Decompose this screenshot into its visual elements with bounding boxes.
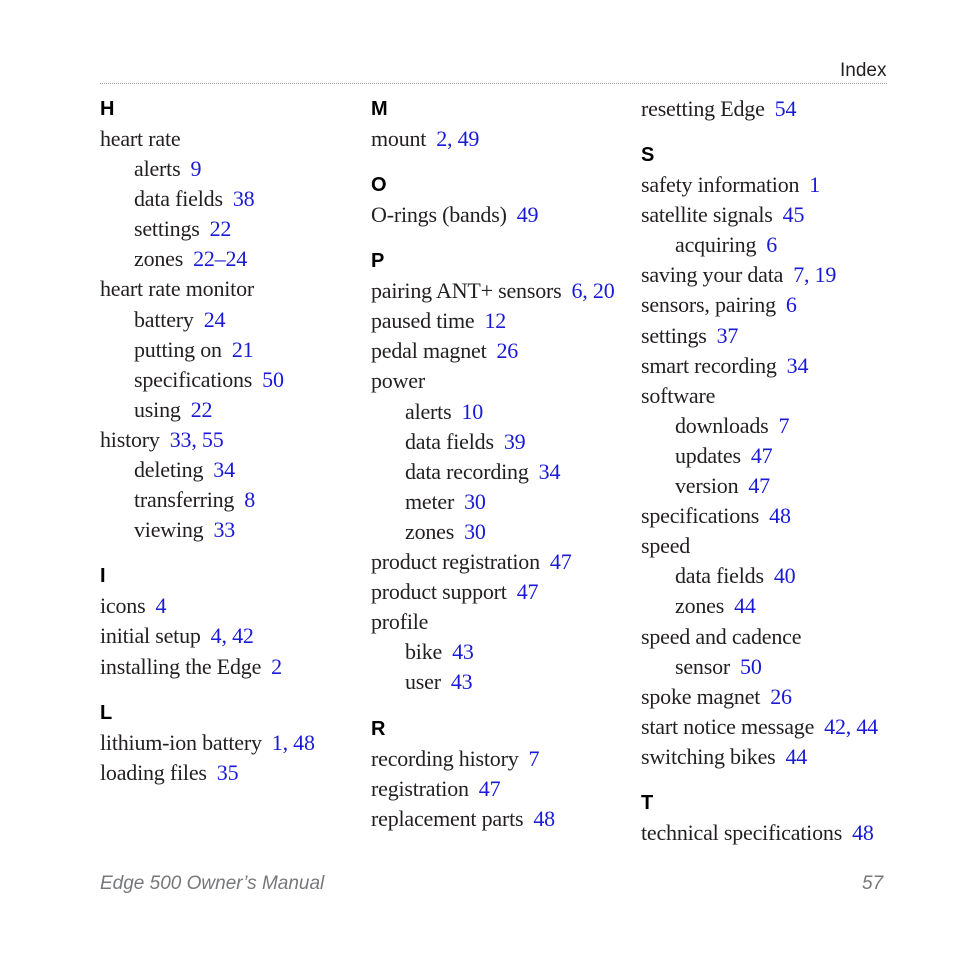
index-subentry — [371, 667, 633, 697]
index-term: data fields — [675, 563, 764, 589]
index-entry — [641, 94, 903, 124]
index-subentry — [100, 154, 362, 184]
page-reference-link[interactable]: 7, 19 — [793, 262, 837, 288]
index-term: data fields — [405, 428, 494, 454]
index-entry — [641, 531, 903, 561]
page-reference-link[interactable]: 47 — [748, 473, 770, 499]
page-reference-link[interactable]: 43 — [450, 669, 473, 695]
index-term: smart recording — [641, 352, 777, 378]
index-subentry — [100, 214, 362, 244]
section-spacer — [371, 154, 633, 170]
index-entry — [641, 682, 903, 712]
index-letter-heading: H — [100, 98, 115, 120]
index-term: satellite signals — [641, 202, 773, 228]
page-reference-link[interactable]: 2 — [271, 653, 282, 679]
index-term: alerts — [405, 398, 452, 424]
page-reference-link[interactable]: 9 — [190, 156, 202, 182]
page-reference-link[interactable]: 26 — [770, 683, 792, 709]
index-term: user — [405, 669, 441, 695]
page-reference-link[interactable]: 33, 55 — [169, 426, 224, 452]
index-term: viewing — [134, 517, 204, 543]
page-reference-link[interactable]: 2, 49 — [436, 126, 480, 151]
index-subentry — [371, 457, 633, 487]
index-subentry — [100, 365, 362, 395]
index-entry — [371, 774, 633, 804]
page-reference-link[interactable]: 45 — [782, 202, 805, 228]
index-term: lithium-ion battery — [100, 729, 262, 755]
index-entry — [641, 622, 903, 652]
index-term: using — [134, 396, 181, 422]
page-reference-link[interactable]: 47 — [516, 579, 539, 605]
page-reference-link[interactable]: 40 — [773, 563, 796, 589]
index-term: meter — [405, 488, 455, 514]
index-subentry — [641, 230, 903, 260]
page-reference-link[interactable]: 26 — [496, 338, 519, 364]
index-entry — [371, 804, 633, 834]
page-reference-link[interactable]: 22 — [190, 396, 213, 422]
index-subentry — [100, 485, 362, 515]
index-entry — [371, 577, 633, 607]
header-divider — [100, 83, 887, 84]
page-reference-link[interactable]: 50 — [262, 366, 284, 392]
index-entry — [100, 728, 362, 758]
page-reference-link[interactable]: 49 — [516, 202, 539, 228]
page-reference-link[interactable]: 30 — [464, 488, 486, 514]
index-term: settings — [134, 216, 200, 242]
index-subentry — [100, 515, 362, 545]
page-reference-link[interactable]: 48 — [852, 819, 874, 845]
index-entry — [371, 366, 633, 396]
index-term: downloads — [675, 412, 769, 438]
index-entry — [371, 744, 633, 774]
page-reference-link[interactable]: 4 — [155, 593, 167, 619]
index-subentry — [100, 305, 362, 335]
index-entry — [371, 276, 633, 306]
page-reference-link[interactable]: 1 — [809, 172, 821, 198]
index-term: bike — [405, 639, 443, 665]
index-entry — [641, 501, 903, 531]
index-term: deleting — [134, 457, 204, 483]
section-spacer — [641, 124, 903, 140]
index-entry — [371, 200, 633, 230]
page-reference-link[interactable]: 44 — [734, 593, 756, 619]
index-entry — [641, 260, 903, 290]
index-subentry — [641, 471, 903, 501]
index-term: zones — [134, 246, 184, 272]
index-term: sensors, pairing — [641, 292, 776, 318]
index-letter-heading: S — [641, 144, 655, 167]
index-term: updates — [675, 442, 741, 468]
index-entry — [100, 425, 362, 455]
page-reference-link[interactable]: 44 — [785, 743, 808, 769]
footer-page-number: 57 — [862, 873, 884, 894]
index-letter-heading: O — [371, 174, 387, 197]
index-entry — [371, 607, 633, 637]
index-entry — [100, 758, 362, 788]
index-term: start notice message — [641, 713, 815, 739]
index-letter-heading: I — [100, 565, 106, 588]
index-entry — [641, 818, 903, 848]
index-entry — [641, 712, 903, 742]
index-term: transferring — [134, 487, 235, 513]
index-term: pairing ANT+ sensors — [371, 278, 562, 304]
index-term: profile — [371, 609, 429, 635]
index-entry — [641, 290, 903, 320]
index-term: paused time — [371, 308, 475, 334]
page-reference-link[interactable]: 34 — [786, 352, 809, 378]
index-entry — [100, 652, 362, 682]
index-entry — [641, 351, 903, 381]
index-entry — [100, 274, 362, 304]
page-reference-link[interactable]: 34 — [538, 458, 561, 484]
index-entry — [100, 124, 362, 154]
index-term: O-rings (bands) — [371, 202, 507, 228]
page-reference-link[interactable]: 39 — [503, 428, 526, 454]
index-term: power — [371, 368, 425, 394]
index-term: speed — [641, 533, 691, 559]
page-reference-link[interactable]: 34 — [213, 457, 235, 483]
index-term: installing the Edge — [100, 653, 262, 679]
page-reference-link[interactable]: 54 — [774, 96, 797, 121]
page-reference-link[interactable]: 42, 44 — [824, 713, 878, 739]
page-reference-link[interactable]: 47 — [750, 442, 773, 468]
page-reference-link[interactable]: 48 — [533, 805, 555, 831]
index-subentry — [100, 184, 362, 214]
index-term: specifications — [134, 366, 253, 392]
index-term: technical specifications — [641, 819, 843, 845]
section-spacer — [641, 772, 903, 788]
index-subentry — [100, 244, 362, 274]
index-subentry — [641, 561, 903, 591]
index-term: sensor — [675, 653, 731, 679]
index-term: version — [675, 473, 739, 499]
index-term: zones — [405, 518, 455, 544]
page-reference-link[interactable]: 22–24 — [193, 246, 248, 272]
index-term: resetting Edge — [641, 96, 765, 121]
page-reference-link[interactable]: 43 — [452, 639, 474, 665]
page-reference-link[interactable]: 8 — [244, 487, 256, 513]
page-reference-link[interactable]: 22 — [209, 216, 232, 242]
index-term: mount — [371, 126, 427, 151]
page-reference-link[interactable]: 35 — [216, 759, 239, 785]
index-term: acquiring — [675, 232, 757, 258]
index-term: pedal magnet — [371, 338, 487, 364]
page-reference-link[interactable]: 12 — [484, 308, 507, 334]
index-term: safety information — [641, 172, 800, 198]
index-term: spoke magnet — [641, 683, 761, 709]
section-title: Index — [840, 60, 887, 81]
index-subentry — [371, 427, 633, 457]
page-reference-link[interactable]: 38 — [232, 186, 255, 212]
index-entry — [100, 591, 362, 621]
index-term: replacement parts — [371, 805, 524, 831]
index-term: speed and cadence — [641, 623, 802, 649]
index-subentry — [641, 411, 903, 441]
index-subentry — [371, 517, 633, 547]
index-subentry — [100, 455, 362, 485]
index-term: initial setup — [100, 623, 201, 649]
index-entry — [641, 200, 903, 230]
index-entry — [641, 170, 903, 200]
index-subentry — [371, 637, 633, 667]
page-reference-link[interactable]: 7 — [528, 745, 540, 771]
index-term: putting on — [134, 336, 222, 362]
index-term: registration — [371, 775, 469, 801]
page-reference-link[interactable]: 47 — [478, 775, 501, 801]
index-column-1 — [100, 94, 362, 788]
index-entry — [371, 124, 633, 154]
index-term: alerts — [134, 156, 181, 182]
index-term: product registration — [371, 549, 540, 575]
index-term: history — [100, 426, 160, 452]
index-letter-heading: R — [371, 717, 386, 740]
page-reference-link[interactable]: 47 — [549, 549, 572, 575]
index-column-3 — [641, 94, 903, 848]
index-term: specifications — [641, 503, 760, 529]
index-letter-heading: P — [371, 250, 385, 273]
index-term: heart rate — [100, 126, 181, 151]
section-spacer — [371, 230, 633, 246]
section-spacer — [100, 682, 362, 698]
index-term: data fields — [134, 186, 223, 212]
index-entry — [100, 621, 362, 651]
index-term: zones — [675, 593, 725, 619]
index-entry — [641, 742, 903, 772]
index-term: saving your data — [641, 262, 784, 288]
index-term: software — [641, 382, 716, 408]
page-reference-link[interactable]: 33 — [213, 517, 236, 543]
index-subentry — [371, 487, 633, 517]
index-term: switching bikes — [641, 743, 776, 769]
page-reference-link[interactable]: 6, 20 — [571, 278, 615, 304]
index-term: settings — [641, 322, 707, 348]
index-term: heart rate monitor — [100, 276, 254, 302]
index-term: data recording — [405, 458, 529, 484]
index-subentry — [641, 591, 903, 621]
page-reference-link[interactable]: 7 — [778, 412, 790, 438]
index-subentry — [100, 395, 362, 425]
page-reference-link[interactable]: 6 — [766, 232, 778, 258]
page-reference-link[interactable]: 21 — [231, 336, 254, 362]
index-term: recording history — [371, 745, 519, 771]
index-subentry — [641, 652, 903, 682]
index-column-2 — [371, 94, 633, 834]
index-subentry — [641, 441, 903, 471]
index-term: product support — [371, 579, 507, 605]
page-reference-link[interactable]: 6 — [785, 292, 797, 318]
index-entry — [641, 381, 903, 411]
index-subentry — [371, 397, 633, 427]
page-reference-link[interactable]: 50 — [740, 653, 762, 679]
footer-manual-title: Edge 500 Owner’s Manual — [100, 873, 325, 894]
index-subentry — [100, 335, 362, 365]
index-term: battery — [134, 306, 194, 332]
index-letter-heading: T — [641, 791, 654, 814]
section-spacer — [371, 698, 633, 714]
section-spacer — [100, 545, 362, 561]
index-term: loading files — [100, 759, 207, 785]
page-reference-link[interactable]: 4, 42 — [210, 623, 254, 649]
index-letter-heading: M — [371, 98, 388, 120]
page-reference-link[interactable]: 30 — [464, 518, 486, 544]
page-reference-link[interactable]: 48 — [769, 503, 791, 529]
index-entry — [641, 321, 903, 351]
index-entry — [371, 336, 633, 366]
page-reference-link[interactable]: 24 — [203, 306, 226, 332]
page-reference-link[interactable]: 10 — [461, 398, 484, 424]
index-entry — [371, 547, 633, 577]
page-reference-link[interactable]: 1, 48 — [271, 729, 315, 755]
page-reference-link[interactable]: 37 — [716, 322, 739, 348]
index-entry — [371, 306, 633, 336]
index-term: icons — [100, 593, 146, 619]
index-letter-heading: L — [100, 701, 113, 724]
